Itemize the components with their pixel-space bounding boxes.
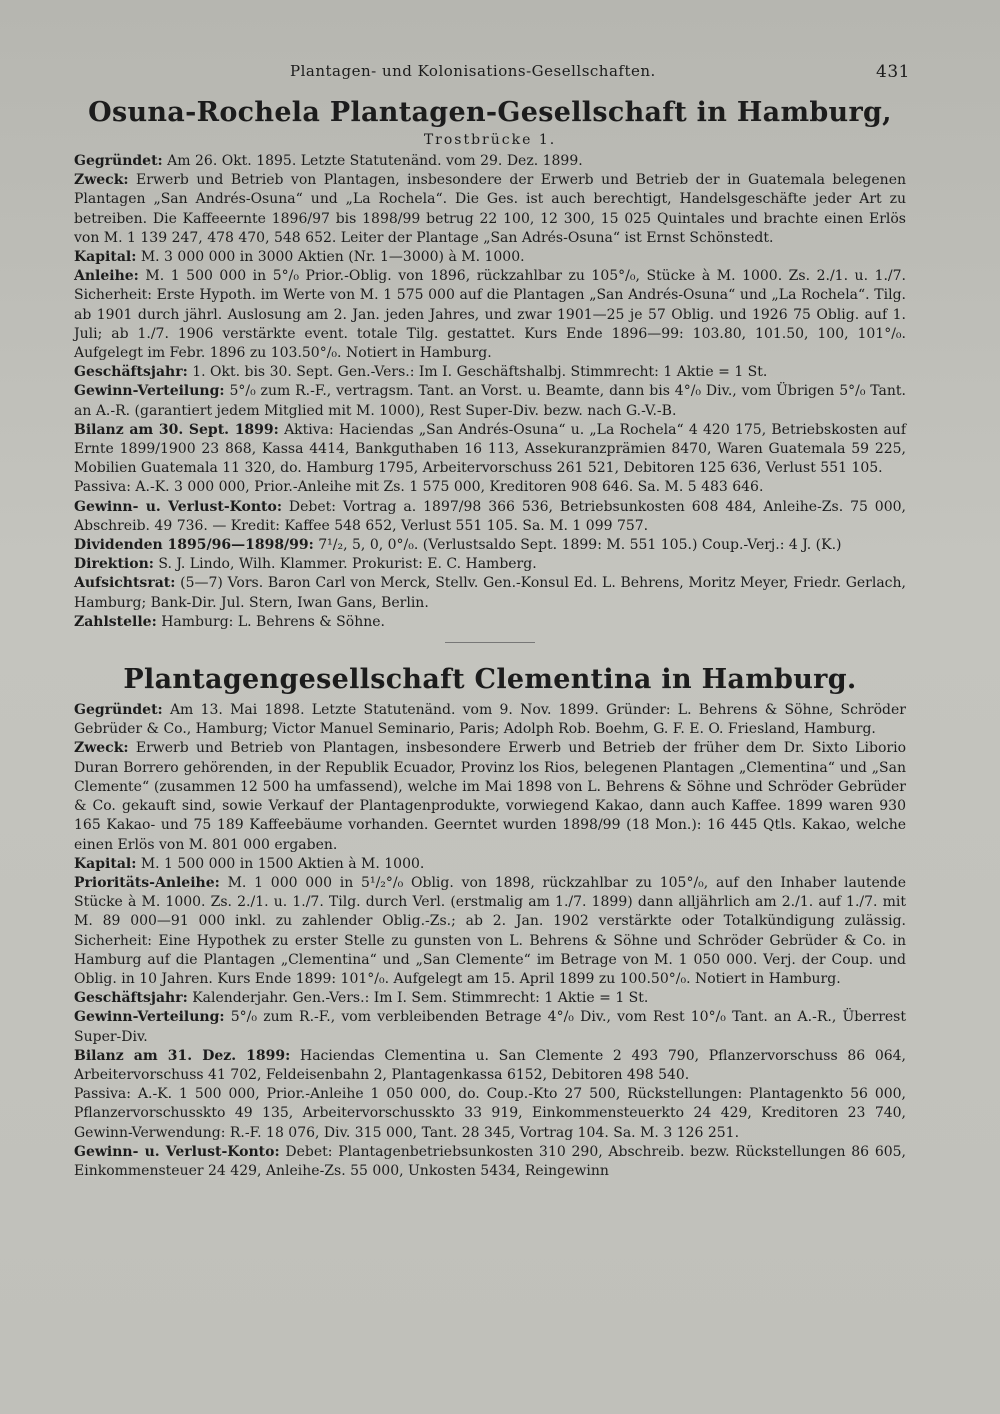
entry-paragraph xyxy=(74,574,906,612)
entry-label: Dividenden 1895/96—1898/99: xyxy=(74,537,314,554)
entry-paragraph xyxy=(74,421,906,479)
entry-text: Am 26. Okt. 1895. Letzte Statutenänd. vom 29. Dez. 1899. xyxy=(162,153,583,169)
company-address: Trostbrücke 1. xyxy=(423,132,557,148)
entry-text: Kalenderjahr. Gen.-Vers.: Im I. Sem. Stimmrecht: 1 Aktie = 1 St. xyxy=(187,990,649,1007)
company-entries xyxy=(74,152,906,632)
entry-paragraph xyxy=(74,248,906,267)
entry-text: Aktiva: Haciendas „San Andrés-Osuna“ u. „La Rochela“ 4 420 175, Betriebskosten auf Ernte 1899/1900 23 868, Kassa 4414, Bankguthaben 16 113, Assekuranzprämien 8470, Waren Guatemala 59 225, Mobilien Guatemala 11 320, do. Hamburg 1795, Arbeitervorschuss 261 521, Debitoren 125 636, Verlust 551 105. xyxy=(74,421,906,477)
company-section-clementina xyxy=(74,663,906,1181)
entry-label: Aufsichtsrat: xyxy=(74,575,176,592)
entry-text: 5°/₀ zum R.-F., vertragsm. Tant. an Vorst. u. Beamte, dann bis 4°/₀ Div., vom Übrigen 5°/₀ Tant. an A.-R. (garantiert jedem Mitglied mit M. 1000), Rest Super-Div. bezw. nach G.-V.-B. xyxy=(74,383,906,419)
entry-paragraph xyxy=(74,613,906,632)
entry-paragraph xyxy=(74,555,906,574)
entry-text: Erwerb und Betrieb von Plantagen, insbesondere der Erwerb und Betrieb der in Guatemala belegenen Plantagen „San Andrés-Osuna“ und „La Rochela“. Die Ges. ist auch berechtigt, Handelsgeschäfte jeder Art zu betreiben. Die Kaffeeernte 1896/97 bis 1898/99 betrug 22 100, 12 300, 15 025 Quintales und brachte einen Erlös von M. 1 139 247, 478 470, 548 652. Leiter der Plantage „San Adrés-Osuna“ ist Ernst Schönstedt. xyxy=(74,172,906,246)
entry-label: Gewinn- u. Verlust-Konto: xyxy=(74,1143,280,1160)
page-number: 431 xyxy=(876,62,910,82)
entry-label: Zweck: xyxy=(74,172,129,189)
entry-label: Kapital: xyxy=(74,855,137,872)
entry-paragraph xyxy=(74,267,906,363)
entry-text: Hamburg: L. Behrens & Söhne. xyxy=(156,613,385,630)
company-title: Osuna-Rochela Plantagen-Gesellschaft in Hamburg, xyxy=(88,97,892,128)
entry-paragraph xyxy=(74,536,906,555)
entry-paragraph xyxy=(74,1047,906,1085)
company-title: Plantagengesellschaft Clementina in Hamburg. xyxy=(123,664,857,696)
entry-label: Bilanz am 30. Sept. 1899: xyxy=(74,421,279,438)
entry-label: Gewinn-Verteilung: xyxy=(74,1009,225,1026)
entry-label: Anleihe: xyxy=(74,268,139,285)
entry-paragraph xyxy=(74,855,906,874)
entry-label: Zahlstelle: xyxy=(74,613,157,630)
entry-text: M. 1 000 000 in 5¹/₂°/₀ Oblig. von 1898, rückzahlbar zu 105°/₀, auf den Inhaber lautende Stücke à M. 1000. Zs. 2./1. u. 1./7. Tilg. durch Verl. (erstmalig am 1./7. 1899) dann alljährlich am 2./1. auf 1./7. mit M. 89 000—91 000 inkl. zu zahlender Oblig.-Zs.; ab 2. Jan. 1902 verstärkte oder Totalkündigung zulässig. Sicherheit: Eine Hypothek zu erster Stelle zu gunsten von L. Behrens & Söhne und Schröder Gebrüder & Co. in Hamburg auf die Plantagen „Clementina“ und „San Clemente“ im Betrage von M. 1 050 000. Verj. der Coup. und Oblig. in 10 Jahren. Kurs Ende 1899: 101°/₀. Aufgelegt am 15. April 1899 zu 100.50°/₀. Notiert in Hamburg. xyxy=(74,874,906,987)
entry-text: Erwerb und Betrieb von Plantagen, insbesondere Erwerb und Betrieb der früher dem Dr. Sixto Liborio Duran Borrero gehörenden, in der Republik Ecuador, Provinz los Rios, belegenen Plantagen „Clementina“ und „San Clemente“ (zusammen 12 500 ha umfassend), welche im Mai 1898 von L. Behrens & Söhne und Schröder Gebrüder & Co. gekauft sind, sowie Verkauf der Plantagenprodukte, vorwiegend Kakao, dann auch Kaffee. 1899 waren 930 165 Kakao- und 75 189 Kaffeebäume vorhanden. Geerntet wurden 1898/99 (18 Mon.): 16 445 Qtls. Kakao, welche einen Erlös von M. 801 000 ergaben. xyxy=(74,740,906,853)
entry-paragraph xyxy=(74,498,906,536)
entry-paragraph xyxy=(74,152,906,171)
entry-label: Gegründet: xyxy=(74,153,163,169)
entry-paragraph xyxy=(74,989,906,1008)
company-section-osuna-rochela xyxy=(74,96,906,632)
entry-label: Gegründet: xyxy=(74,702,163,719)
entry-text: 1. Okt. bis 30. Sept. Gen.-Vers.: Im I. Geschäftshalbj. Stimmrecht: 1 Aktie = 1 St. xyxy=(187,364,768,381)
entry-paragraph xyxy=(74,1085,906,1143)
entry-label: Geschäftsjahr: xyxy=(74,990,188,1007)
entry-paragraph xyxy=(74,701,906,739)
entry-text: (5—7) Vors. Baron Carl von Merck, Stellv. Gen.-Konsul Ed. L. Behrens, Moritz Meyer, Friedr. Gerlach, Hamburg; Bank-Dir. Jul. Stern, Iwan Gans, Berlin. xyxy=(74,575,906,611)
entry-text: Passiva: A.-K. 1 500 000, Prior.-Anleihe 1 050 000, do. Coup.-Kto 27 500, Rückstellungen: Plantagenkto 56 000, Pflanzervorschusskto 49 135, Arbeitervorschusskto 33 919, Einkommensteuerkto 24 429, Kreditoren 23 740, Gewinn-Verwendung: R.-F. 18 076, Div. 315 000, Tant. 28 345, Vortrag 104. Sa. M. 3 126 251. xyxy=(74,1086,906,1141)
entry-paragraph xyxy=(74,739,906,854)
entry-text: M. 1 500 000 in 1500 Aktien à M. 1000. xyxy=(136,855,425,872)
entry-paragraph xyxy=(74,171,906,248)
entry-text: Passiva: A.-K. 3 000 000, Prior.-Anleihe mit Zs. 1 575 000, Kreditoren 908 646. Sa. M. 5 483 646. xyxy=(74,479,764,496)
page-content xyxy=(74,96,906,1181)
entry-text: Debet: Plantagenbetriebsunkosten 310 290, Abschreib. bezw. Rückstellungen 86 605, Einkommensteuer 24 429, Anleihe-Zs. 55 000, Unkosten 5434, Reingewinn xyxy=(74,1143,906,1179)
company-entries xyxy=(74,701,906,1181)
entry-paragraph xyxy=(74,1008,906,1046)
entry-label: Direktion: xyxy=(74,556,154,573)
entry-paragraph xyxy=(74,874,906,989)
entry-label: Geschäftsjahr: xyxy=(74,364,188,381)
entry-label: Zweck: xyxy=(74,740,129,757)
entry-label: Prioritäts-Anleihe: xyxy=(74,874,220,891)
entry-text: Haciendas Clementina u. San Clemente 2 493 790, Pflanzervorschuss 86 064, Arbeitervorschuss 41 702, Feldeisenbahn 2, Plantagenkassa 6152, Debitoren 498 540. xyxy=(74,1047,906,1083)
entry-label: Gewinn-Verteilung: xyxy=(74,383,225,400)
entry-label: Bilanz am 31. Dez. 1899: xyxy=(74,1047,291,1064)
entry-label: Gewinn- u. Verlust-Konto: xyxy=(74,498,282,515)
entry-label: Kapital: xyxy=(74,249,137,266)
entry-text: Am 13. Mai 1898. Letzte Statutenänd. vom 9. Nov. 1899. Gründer: L. Behrens & Söhne, Schröder Gebrüder & Co., Hamburg; Victor Manuel Seminario, Paris; Adolph Rob. Boehm, G. F. E. O. Friesland, Hamburg. xyxy=(74,702,906,738)
header-title: Plantagen- und Kolonisations-Gesellschaften. xyxy=(290,62,656,80)
entry-paragraph xyxy=(74,363,906,382)
entry-paragraph xyxy=(74,1143,906,1181)
running-header xyxy=(80,62,910,86)
entry-paragraph xyxy=(74,478,906,497)
section-divider xyxy=(445,642,535,643)
entry-text: 7¹/₂, 5, 0, 0°/₀. (Verlustsaldo Sept. 1899: M. 551 105.) Coup.-Verj.: 4 J. (K.) xyxy=(313,537,842,554)
entry-text: M. 3 000 000 in 3000 Aktien (Nr. 1—3000) à M. 1000. xyxy=(136,249,525,266)
entry-text: S. J. Lindo, Wilh. Klammer. Prokurist: E. C. Hamberg. xyxy=(153,556,537,573)
entry-text: M. 1 500 000 in 5°/₀ Prior.-Oblig. von 1896, rückzahlbar zu 105°/₀, Stücke à M. 1000. Zs. 2./1. u. 1./7. Sicherheit: Erste Hypoth. im Werte von M. 1 575 000 auf die Plantagen „San Andrés-Osuna“ und „La Rochela“. Tilg. ab 1901 durch jährl. Auslosung am 2. Jan. jeden Jahres, und zwar 1901—25 je 57 Oblig. und 1926 75 Oblig. auf 1. Juli; ab 1./7. 1906 verstärkte event. totale Tilg. gestattet. Kurs Ende 1896—99: 103.80, 101.50, 100, 101°/₀. Aufgelegt im Febr. 1896 zu 103.50°/₀. Notiert in Hamburg. xyxy=(74,268,906,362)
entry-text: Debet: Vortrag a. 1897/98 366 536, Betriebsunkosten 608 484, Anleihe-Zs. 75 000, Abschreib. 49 736. — Kredit: Kaffee 548 652, Verlust 551 105. Sa. M. 1 099 757. xyxy=(74,498,906,534)
entry-text: 5°/₀ zum R.-F., vom verbleibenden Betrage 4°/₀ Div., vom Rest 10°/₀ Tant. an A.-R., Überrest Super-Div. xyxy=(74,1009,906,1045)
entry-paragraph xyxy=(74,382,906,420)
